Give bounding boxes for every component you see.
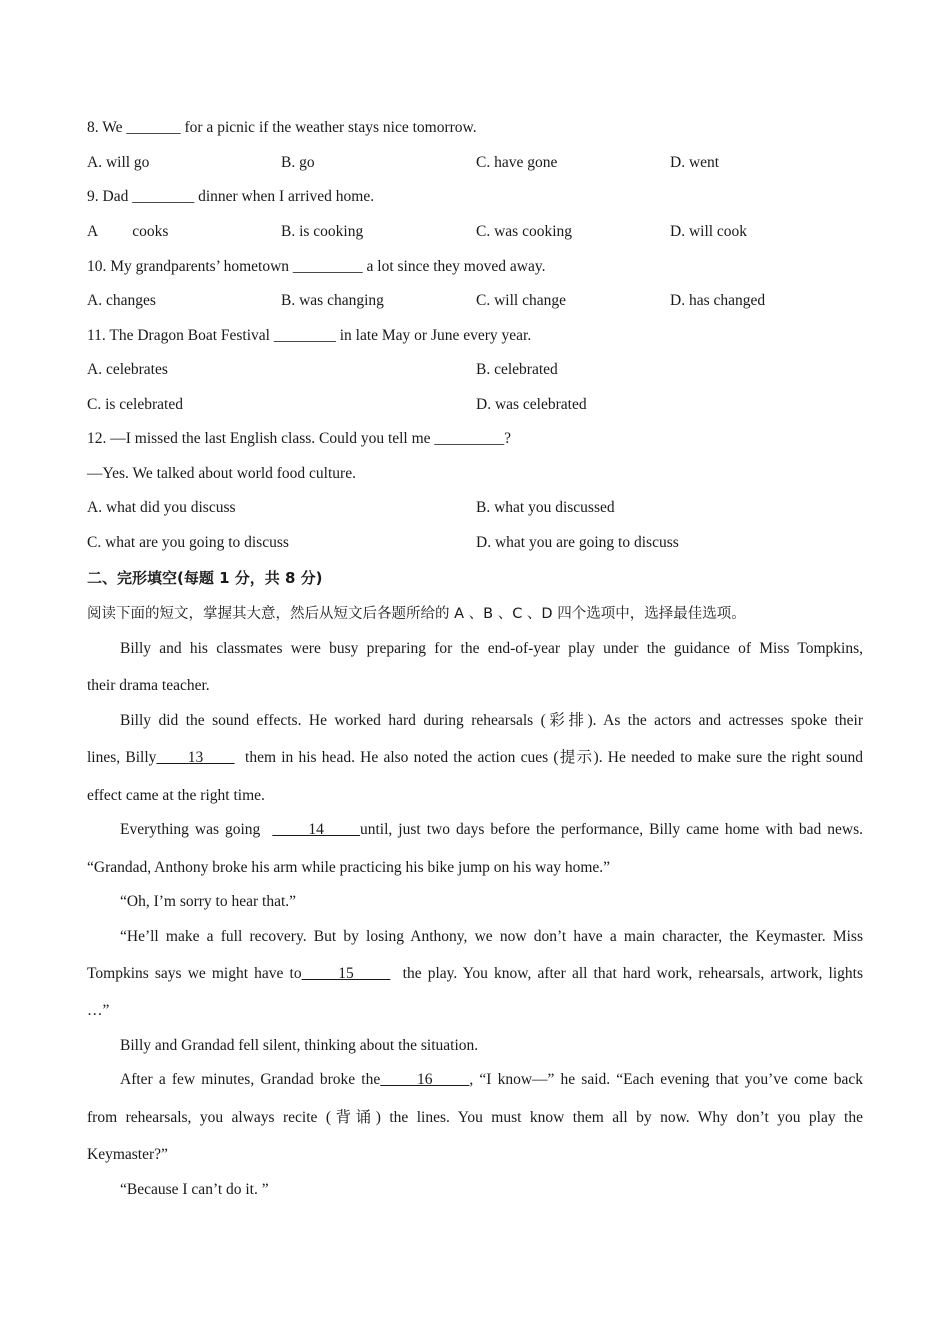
question-9-option-a: A cooks [87, 223, 169, 240]
question-9-option-c: C. was cooking [476, 223, 573, 240]
passage-p5-line2-post: the play. You know, after all that hard work, rehearsals, artwork, lights [390, 965, 863, 982]
passage-p1-line1: Billy and his classmates were busy preparing for the end-of-year play under the guidance of Miss Tompkins, [120, 640, 863, 657]
question-10-option-b: B. was changing [281, 292, 384, 309]
passage-p3-line1-post: until, just two days before the performance, Billy came home with bad news. [360, 821, 864, 838]
question-12-stem: 12. —I missed the last English class. Could you tell me _________? [87, 430, 512, 447]
question-11-option-d: D. was celebrated [476, 396, 587, 413]
passage-p2-line1: Billy did the sound effects. He worked hard during rehearsals (彩排). As the actors and actresses spoke their [120, 712, 863, 729]
question-8-option-b: B. go [281, 154, 315, 171]
section-instruction: 阅读下面的短文，掌握其大意，然后从短文后各题所给的 A 、B 、C 、D 四个选项中，选择最佳选项。 [87, 606, 746, 622]
passage-p6: Billy and Grandad fell silent, thinking about the situation. [120, 1037, 479, 1054]
passage-p3-line1-pre: Everything was going [120, 821, 273, 838]
passage-p5-line2 [87, 964, 863, 984]
blank-15: 15 [301, 965, 391, 982]
passage-p7-line3: Keymaster?” [87, 1146, 168, 1163]
question-12-response: —Yes. We talked about world food culture. [87, 465, 356, 482]
question-9-option-d: D. will cook [670, 223, 748, 240]
passage-p1-line2: their drama teacher. [87, 677, 210, 694]
passage-p7-line2: from rehearsals, you always recite (背诵) the lines. You must know them all by now. Why don’t you play the [87, 1109, 863, 1126]
passage-p5-line1: “He’ll make a full recovery. But by losing Anthony, we now don’t have a main character, the Keymaster. Miss [120, 928, 863, 945]
question-8-stem: 8. We _______ for a picnic if the weather stays nice tomorrow. [87, 119, 477, 136]
passage-p8: “Because I can’t do it. ” [120, 1181, 269, 1198]
blank-13: 13 [156, 749, 235, 766]
question-12-option-d: D. what you are going to discuss [476, 534, 679, 551]
question-11-option-c: C. is celebrated [87, 396, 183, 413]
question-8-option-a: A. will go [87, 154, 150, 171]
question-10-option-a: A. changes [87, 292, 156, 309]
passage-p7-line1-pre: After a few minutes, Grandad broke the [120, 1071, 381, 1088]
question-12-option-a: A. what did you discuss [87, 499, 236, 516]
passage-p7-line1-post: , “I know—” he said. “Each evening that you’ve come back [469, 1071, 864, 1088]
question-12-option-b: B. what you discussed [476, 499, 615, 516]
passage-p5-line2-pre: Tompkins says we might have to [87, 965, 302, 982]
passage-p3-line2: “Grandad, Anthony broke his arm while practicing his bike jump on his way home.” [87, 859, 611, 876]
question-9-stem: 9. Dad ________ dinner when I arrived home. [87, 188, 375, 205]
question-8-option-d: D. went [670, 154, 720, 171]
question-11-stem: 11. The Dragon Boat Festival ________ in late May or June every year. [87, 327, 532, 344]
question-11-option-a: A. celebrates [87, 361, 168, 378]
question-10-option-c: C. will change [476, 292, 566, 309]
blank-16: 16 [380, 1071, 470, 1088]
passage-p2-line2-pre: lines, Billy [87, 749, 157, 766]
passage-p5-line3: …” [87, 1002, 110, 1019]
section-heading: 二、完形填空(每题 1 分，共 8 分) [87, 569, 323, 587]
passage-p2-line3: effect came at the right time. [87, 787, 265, 804]
passage-p2-line2 [87, 748, 863, 768]
question-12-option-c: C. what are you going to discuss [87, 534, 289, 551]
blank-14: 14 [272, 821, 360, 838]
passage-p7-line1 [120, 1070, 863, 1090]
passage-p3-line1 [120, 820, 863, 840]
passage-p2-line2-post: them in his head. He also noted the action cues (提示). He needed to make sure the right sound [234, 749, 863, 766]
passage-p4: “Oh, I’m sorry to hear that.” [120, 893, 297, 910]
question-10-stem: 10. My grandparents’ hometown _________ a lot since they moved away. [87, 258, 546, 275]
question-10-option-d: D. has changed [670, 292, 766, 309]
question-9-option-b: B. is cooking [281, 223, 364, 240]
question-8-option-c: C. have gone [476, 154, 558, 171]
question-11-option-b: B. celebrated [476, 361, 558, 378]
